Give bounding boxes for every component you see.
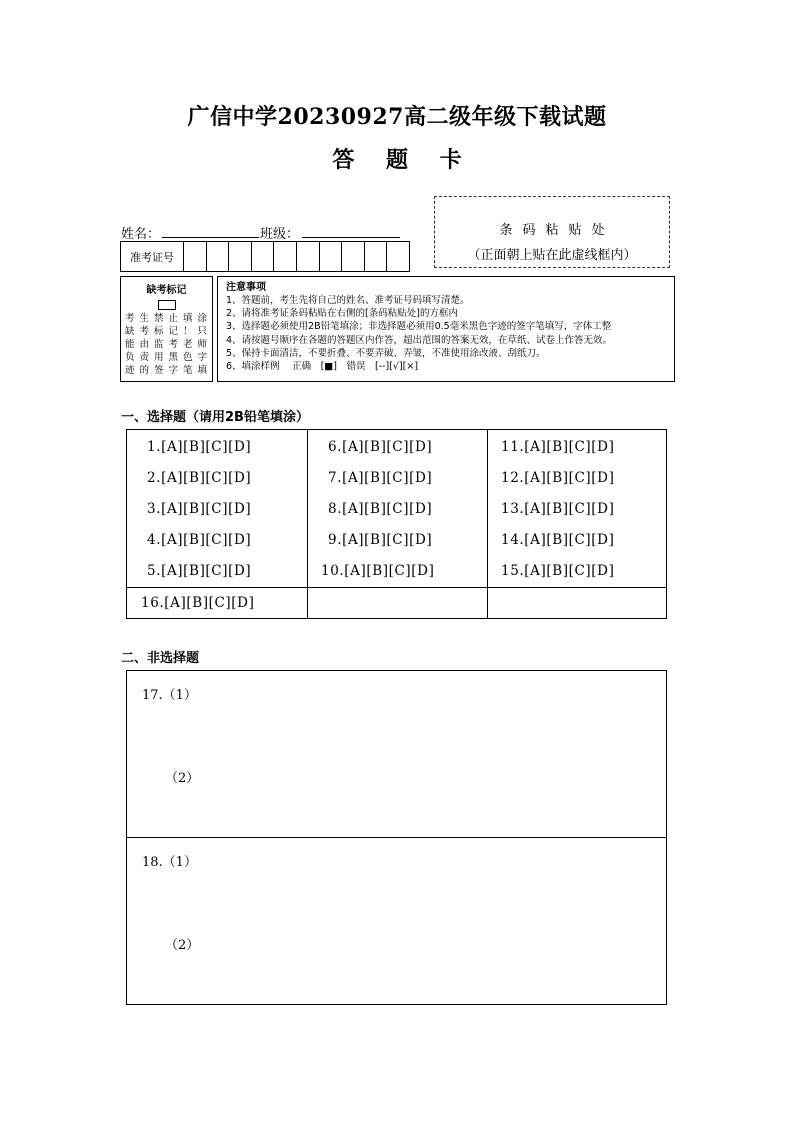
answer-card-subtitle: 答 题 卡: [332, 147, 474, 173]
absent-mark-text: 能由监考老师: [125, 339, 208, 350]
notice-item: 6、填涂样例 正确 [■] 错误 [--][√][×]: [226, 361, 419, 373]
mc-question[interactable]: [501, 470, 614, 486]
notice-item: 1、答题前，考生先将自己的姓名、准考证号码填写清楚。: [226, 295, 470, 306]
mc-question[interactable]: [147, 501, 251, 517]
question-number: 3.: [147, 501, 162, 517]
mc-question[interactable]: [328, 532, 432, 548]
notice-item: 2、请将准考证条码粘贴在右侧的[条码粘贴处]的方框内: [226, 308, 458, 320]
question-number: 12.: [501, 470, 525, 486]
absent-mark-text: 考生禁止填涂: [125, 313, 208, 324]
absent-mark-checkbox[interactable]: [158, 300, 176, 310]
notice-title: 注意事项: [226, 282, 266, 293]
mc-question[interactable]: [321, 563, 434, 579]
exam-id-label: 准考证号: [121, 242, 184, 271]
option-bubbles[interactable]: [A][B][C][D]: [164, 595, 255, 611]
absent-mark-text: 迹的签字笔填: [125, 365, 208, 376]
notice-item: 5、保持卡面清洁，不要折叠、不要弄破、弄皱，不准使用涂改液、刮纸刀。: [226, 347, 546, 359]
option-bubbles[interactable]: [A][B][C][D]: [161, 439, 252, 455]
mc-question[interactable]: [147, 532, 251, 548]
question-number: 5.: [147, 563, 162, 579]
mc-question[interactable]: [328, 439, 432, 455]
exam-id-cell[interactable]: [365, 242, 388, 271]
exam-id-box: [120, 241, 410, 272]
notice-box: [217, 276, 675, 382]
mc-question[interactable]: [501, 532, 614, 548]
exam-id-cell[interactable]: [342, 242, 365, 271]
exam-id-cell[interactable]: [184, 242, 207, 271]
name-field[interactable]: [162, 223, 259, 238]
mc-question[interactable]: [328, 501, 432, 517]
mc-question[interactable]: [147, 470, 251, 486]
question-18-part-2: （2）: [165, 938, 200, 953]
barcode-title: 条码粘贴处: [499, 223, 615, 238]
option-bubbles[interactable]: [A][B][C][D]: [342, 532, 433, 548]
exam-id-cell[interactable]: [320, 242, 343, 271]
mc-question[interactable]: [328, 470, 432, 486]
question-number: 6.: [328, 439, 343, 455]
question-number: 14.: [501, 532, 525, 548]
exam-id-cell[interactable]: [207, 242, 230, 271]
question-number: 1.: [147, 439, 162, 455]
option-bubbles[interactable]: [A][B][C][D]: [342, 439, 433, 455]
question-17-part-2: （2）: [165, 771, 200, 786]
class-label: 班级：: [260, 227, 300, 242]
question-number: 9.: [328, 532, 343, 548]
option-bubbles[interactable]: [A][B][C][D]: [161, 470, 252, 486]
barcode-area: [434, 196, 670, 268]
section2-title: 二、非选择题: [121, 651, 200, 666]
page-title: 广信中学20230927高二级年级下载试题: [187, 104, 607, 130]
mc-question[interactable]: [501, 501, 614, 517]
question-number: 8.: [328, 501, 343, 517]
class-field[interactable]: [302, 223, 400, 238]
mc-question[interactable]: [147, 563, 251, 579]
mc-question[interactable]: [141, 595, 254, 611]
question-number: 11.: [501, 439, 525, 455]
option-bubbles[interactable]: [A][B][C][D]: [342, 470, 433, 486]
option-bubbles[interactable]: [A][B][C][D]: [161, 532, 252, 548]
option-bubbles[interactable]: [A][B][C][D]: [524, 501, 615, 517]
notice-item: 4、请按题号顺序在各题的答题区内作答，超出范围的答案无效，在草纸、试卷上作答无效。: [226, 334, 613, 346]
multiple-choice-grid: [126, 429, 667, 619]
exam-id-cell[interactable]: [252, 242, 275, 271]
exam-id-cell[interactable]: [297, 242, 320, 271]
question-number: 2.: [147, 470, 162, 486]
exam-id-cell[interactable]: [274, 242, 297, 271]
option-bubbles[interactable]: [A][B][C][D]: [342, 501, 433, 517]
absent-mark-title: 缺考标记: [146, 285, 187, 296]
option-bubbles[interactable]: [A][B][C][D]: [344, 563, 435, 579]
question-number: 16.: [141, 595, 165, 611]
question-17-part-1: 17.（1）: [142, 688, 197, 703]
name-label: 姓名：: [121, 227, 161, 242]
option-bubbles[interactable]: [A][B][C][D]: [161, 501, 252, 517]
option-bubbles[interactable]: [A][B][C][D]: [524, 563, 615, 579]
mc-question[interactable]: [501, 439, 614, 455]
question-number: 10.: [321, 563, 345, 579]
mc-question[interactable]: [147, 439, 251, 455]
option-bubbles[interactable]: [A][B][C][D]: [524, 532, 615, 548]
option-bubbles[interactable]: [A][B][C][D]: [524, 470, 615, 486]
notice-item: 3、选择题必须使用2B铅笔填涂；非选择题必须用0.5毫米黑色字迹的签字笔填写，字体工整: [226, 321, 612, 333]
question-number: 4.: [147, 532, 162, 548]
option-bubbles[interactable]: [A][B][C][D]: [524, 439, 615, 455]
open-answer-area: [126, 670, 667, 1005]
barcode-hint: （正面朝上贴在此虚线框内）: [467, 248, 637, 263]
question-number: 15.: [501, 563, 525, 579]
exam-id-cell[interactable]: [229, 242, 252, 271]
question-number: 13.: [501, 501, 525, 517]
exam-id-cell[interactable]: [387, 242, 409, 271]
absent-mark-text: 负责用黑色字: [125, 352, 208, 363]
question-number: 7.: [328, 470, 343, 486]
option-bubbles[interactable]: [A][B][C][D]: [161, 563, 252, 579]
mc-question[interactable]: [501, 563, 614, 579]
section1-title: 一、选择题（请用2B铅笔填涂）: [121, 410, 309, 425]
absent-mark-text: 缺考标记！只: [125, 326, 208, 337]
absent-mark-box: [120, 276, 213, 382]
question-18-part-1: 18.（1）: [142, 855, 197, 870]
